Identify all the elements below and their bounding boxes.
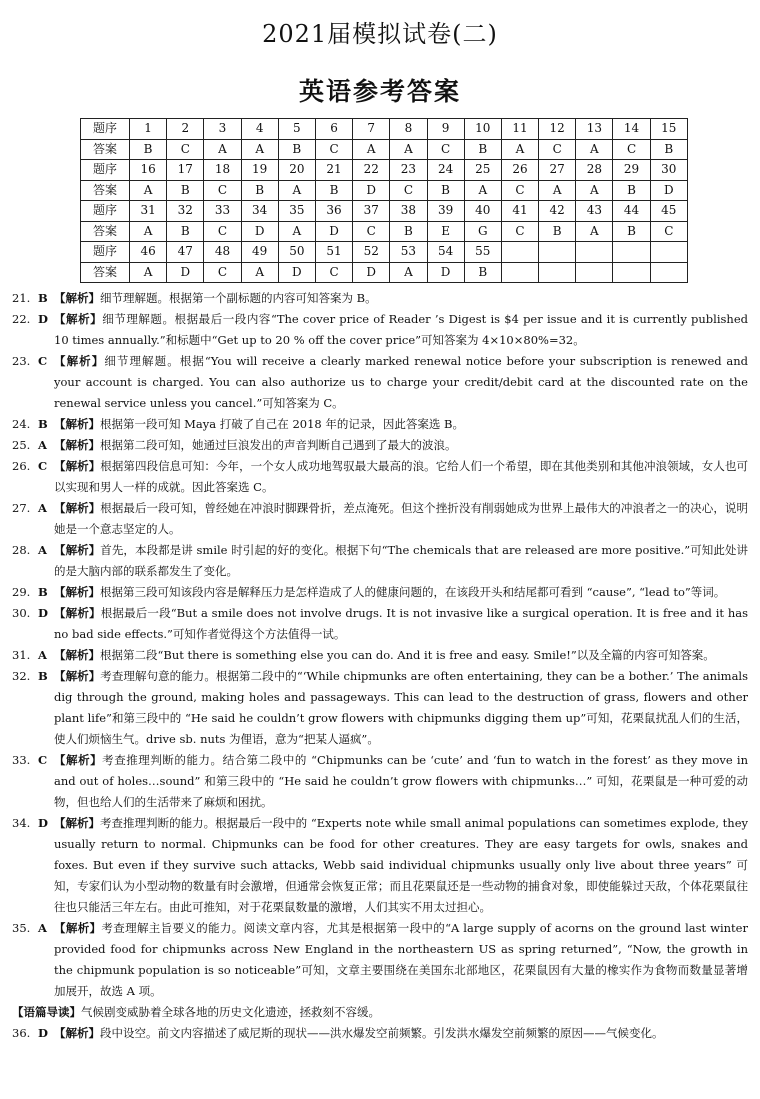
question-number-cell: 51 [315,242,352,263]
answer-cell: A [501,139,538,160]
question-number-cell: 25 [464,160,501,181]
row-label: 题序 [81,201,130,222]
item-answer: C [38,459,48,473]
answer-cell: G [464,221,501,242]
question-number-cell: 29 [613,160,650,181]
row-label: 答案 [81,180,130,201]
question-number-cell: 43 [576,201,613,222]
item-tag: 【解析】 [54,669,101,683]
question-number-cell: 11 [501,119,538,140]
explanation-item [12,666,748,750]
answer-cell: A [130,221,167,242]
question-number-cell: 14 [613,119,650,140]
question-number-cell [613,242,650,263]
question-number-cell: 2 [167,119,204,140]
explanation-item [12,288,748,309]
question-number-cell: 15 [650,119,687,140]
item-body [54,603,748,645]
answer-cell: A [204,139,241,160]
item-number: 33. [12,753,31,767]
question-number-cell: 45 [650,201,687,222]
item-number: 29. [12,585,31,599]
answer-cell: B [464,139,501,160]
answer-cell: D [427,262,464,283]
item-text: 细节理解题。根据“You will receive a clearly marked renewal notice before your subscription is renewed and your account is charged. You can also authorize us to charge your credit/debit card at the discounted rate on the renewal service unless you cancel.”可知答案为 C。 [54,354,748,410]
item-answer: C [38,753,48,767]
item-answer: D [38,816,48,830]
item-body [54,309,748,351]
question-number-cell: 19 [241,160,278,181]
item-answer: A [38,438,47,452]
answer-cell: A [576,221,613,242]
question-number-cell: 1 [130,119,167,140]
item-body [54,1023,748,1044]
answer-cell [613,262,650,283]
answer-cell: C [613,139,650,160]
item-answer: B [38,417,48,431]
table-answer-row [81,221,688,242]
row-label: 答案 [81,139,130,160]
item-tag: 【解析】 [54,606,101,620]
item-text: 细节理解题。根据最后一段内容“The cover price of Reader ’s Digest is $4 per issue and it is currently published 10 times annually.”和标题中“Get up to 20 % off the cover price”可知答案为 4×10×80%=32。 [54,312,748,347]
answer-cell: D [650,180,687,201]
row-label: 答案 [81,262,130,283]
question-number-cell: 23 [390,160,427,181]
answer-cell: D [315,221,352,242]
answer-cell: C [204,180,241,201]
answer-cell [501,262,538,283]
explanation-item [12,456,748,498]
item-tag: 【解析】 [54,648,100,662]
guide-text: 气候剧变威胁着全球各地的历史文化遗迹，拯救刻不容缓。 [81,1005,380,1019]
answer-cell: B [427,180,464,201]
question-number-cell: 32 [167,201,204,222]
item-answer: A [38,543,47,557]
question-number-cell: 49 [241,242,278,263]
item-number: 22. [12,312,31,326]
item-number: 28. [12,543,31,557]
row-label: 答案 [81,221,130,242]
explanation-item [12,750,748,813]
question-number-cell [501,242,538,263]
table-number-row [81,242,688,263]
item-tag: 【解析】 [54,438,100,452]
item-text: 考查理解句意的能力。根据第二段中的“‘While chipmunks are often entertaining, they can be a bother.’ The animals dig through the ground, making holes and passageways. This can lead to the destruction of grass, flowers and other plant life”和第三段中的 “He said he couldn’t grow flowers with chipmunks digging them up”可知，花栗鼠扰乱人们的生活，使人们烦恼生气。drive sb. nuts 为俚语，意为“把某人逼疯”。 [54,669,749,746]
guide-tag: 【语篇导读】 [12,1005,81,1019]
item-answer: A [38,501,47,515]
item-tag: 【解析】 [54,1026,100,1040]
item-text: 考查理解主旨要义的能力。阅读文章内容，尤其是根据第一段中的“A large supply of acorns on the ground last winter provided food for chipmunks across New England in the northeastern US as spring returned”, “Now, the growth in the chipmunk population is so noticeable”可知，文章主要围绕在美国东北部地区，花栗鼠因有大量的橡实作为食物而数量显著增加展开，故选 A 项。 [54,921,748,998]
item-body [54,582,748,603]
answer-cell: A [241,262,278,283]
explanation-item [12,414,748,435]
question-number-cell: 38 [390,201,427,222]
question-number-cell: 8 [390,119,427,140]
answer-cell: A [130,262,167,283]
item-answer: A [38,648,47,662]
table-answer-row [81,262,688,283]
item-answer: B [38,291,48,305]
row-label: 题序 [81,119,130,140]
item-tag: 【解析】 [54,543,101,557]
answer-cell [539,262,576,283]
item-tag: 【解析】 [54,816,101,830]
item-text: 细节理解题。根据第一个副标题的内容可知答案为 B。 [100,291,377,305]
item-text: 段中设空。前文内容描述了威尼斯的现状——洪水爆发空前频繁。引发洪水爆发空前频繁的原因——气候变化。 [100,1026,664,1040]
answer-cell: A [576,139,613,160]
question-number-cell: 31 [130,201,167,222]
answer-cell: C [501,180,538,201]
item-text: 根据第二段“But there is something else you can do. And it is free and easy. Smile!”以及全篇的内容可知答案。 [100,648,715,662]
explanation-item [12,309,748,351]
answer-cell: E [427,221,464,242]
question-number-cell: 21 [315,160,352,181]
question-number-cell: 50 [278,242,315,263]
question-number-cell: 6 [315,119,352,140]
item-tag: 【解析】 [54,417,100,431]
item-number: 23. [12,354,31,368]
question-number-cell: 20 [278,160,315,181]
answer-cell: A [241,139,278,160]
question-number-cell: 3 [204,119,241,140]
question-number-cell: 35 [278,201,315,222]
item-body [54,435,748,456]
question-number-cell: 42 [539,201,576,222]
answer-cell: B [241,180,278,201]
answer-cell: C [204,262,241,283]
answer-cell: D [278,262,315,283]
question-number-cell: 30 [650,160,687,181]
answer-cell: B [315,180,352,201]
question-number-cell: 4 [241,119,278,140]
answer-cell: B [613,180,650,201]
item-number: 31. [12,648,31,662]
question-number-cell: 17 [167,160,204,181]
item-body [54,414,748,435]
answer-cell: B [650,139,687,160]
answer-cell: C [315,262,352,283]
item-text: 根据第二段可知，她通过巨浪发出的声音判断自己遇到了最大的波浪。 [100,438,457,452]
row-label: 题序 [81,242,130,263]
item-body [54,351,748,414]
item-body [54,750,748,813]
item-number: 24. [12,417,31,431]
answer-cell: A [278,221,315,242]
question-number-cell [539,242,576,263]
table-number-row [81,160,688,181]
question-number-cell: 53 [390,242,427,263]
answer-cell: A [278,180,315,201]
item-answer: B [38,669,48,683]
row-label: 题序 [81,160,130,181]
answer-cell: A [390,262,427,283]
question-number-cell [650,242,687,263]
question-number-cell: 7 [353,119,390,140]
item-body [54,918,748,1002]
question-number-cell: 28 [576,160,613,181]
answer-cell: A [353,139,390,160]
item-number: 32. [12,669,31,683]
item-tag: 【解析】 [54,501,101,515]
answer-cell: C [539,139,576,160]
explanation-list [12,288,748,1044]
answer-cell: C [501,221,538,242]
answer-cell: B [613,221,650,242]
item-body [54,813,748,918]
question-number-cell: 5 [278,119,315,140]
item-tag: 【解析】 [54,753,103,767]
item-tag: 【解析】 [54,585,100,599]
item-body [54,666,748,750]
question-number-cell: 44 [613,201,650,222]
item-number: 36. [12,1026,31,1040]
table-number-row [81,201,688,222]
item-body [54,498,748,540]
table-number-row [81,119,688,140]
answer-cell [650,262,687,283]
answer-cell: C [167,139,204,160]
explanation-item [12,351,748,414]
explanation-item [12,603,748,645]
item-number: 27. [12,501,31,515]
item-number: 26. [12,459,31,473]
question-number-cell: 24 [427,160,464,181]
answer-cell: C [390,180,427,201]
question-number-cell: 36 [315,201,352,222]
item-body [54,288,748,309]
question-number-cell: 39 [427,201,464,222]
item-tag: 【解析】 [54,312,103,326]
explanation-item-36 [12,1023,748,1044]
explanation-item [12,498,748,540]
item-text: 根据第三段可知该段内容是解释压力是怎样造成了人的健康问题的，在该段开头和结尾都可看到 “cause”, “lead to”等词。 [100,585,726,599]
answer-cell: B [167,180,204,201]
question-number-cell: 55 [464,242,501,263]
explanation-item [12,918,748,1002]
answer-cell: D [241,221,278,242]
question-number-cell: 47 [167,242,204,263]
item-tag: 【解析】 [54,921,102,935]
answer-cell: B [278,139,315,160]
item-text: 根据最后一段可知，曾经她在冲浪时脚踝骨折，差点淹死。但这个挫折没有削弱她成为世界上最伟大的冲浪者之一的决心，说明她是一个意志坚定的人。 [54,501,749,536]
item-number: 35. [12,921,31,935]
item-answer: D [38,1026,48,1040]
item-number: 21. [12,291,31,305]
item-text: 根据第一段可知 Maya 打破了自己在 2018 年的记录，因此答案选 B。 [100,417,464,431]
question-number-cell: 46 [130,242,167,263]
answer-cell: D [167,262,204,283]
answer-cell: C [650,221,687,242]
item-text: 考查推理判断的能力。结合第二段中的 “Chipmunks can be ‘cute’ and ‘fun to watch in the forest’ as they move in and out of holes…sound” 和第三段中的 “He said he couldn’t grow flowers with chipmunks…” 可知，花栗鼠是一种可爱的动物，但也给人们的生活带来了麻烦和困扰。 [54,753,748,809]
question-number-cell: 10 [464,119,501,140]
explanation-item [12,540,748,582]
question-number-cell: 16 [130,160,167,181]
item-text: 根据第四段信息可知：今年，一个女人成功地驾驭最大最高的浪。它给人们一个希望，即在其他类别和其他冲浪领域，女人也可以实现和男人一样的成就。因此答案选 C。 [54,459,749,494]
question-number-cell: 9 [427,119,464,140]
answer-cell: A [539,180,576,201]
question-number-cell: 40 [464,201,501,222]
explanation-item [12,435,748,456]
answer-cell: A [576,180,613,201]
question-number-cell: 22 [353,160,390,181]
item-body [54,456,748,498]
item-text: 考查推理判断的能力。根据最后一段中的 “Experts note while small animal populations can sometimes explode, they usually return to normal. Chipmunks can be food for other creatures. They are easy targets for owls, snakes and foxes. But even if they survive such attacks, Webb said individual chipmunks usually only live about three years” 可知，专家们认为小型动物的数量有时会激增，但通常会恢复正常；而且花栗鼠还是一些动物的捕食对象，即使能躲过天敌，个体花栗鼠往往也只能活三年左右。由此可推知，对于花栗鼠数量的激增，人们其实不用太过担心。 [54,816,748,914]
answer-cell: B [464,262,501,283]
question-number-cell: 26 [501,160,538,181]
answer-cell: C [204,221,241,242]
question-number-cell: 48 [204,242,241,263]
question-number-cell: 52 [353,242,390,263]
question-number-cell: 13 [576,119,613,140]
question-number-cell: 37 [353,201,390,222]
question-number-cell: 18 [204,160,241,181]
answer-cell: D [353,262,390,283]
answer-cell: C [427,139,464,160]
answer-cell: A [464,180,501,201]
passage-guide [12,1002,748,1023]
question-number-cell: 33 [204,201,241,222]
exam-title: 2021届模拟试卷(二) [262,20,498,48]
explanation-item [12,645,748,666]
answer-cell: D [353,180,390,201]
item-number: 30. [12,606,31,620]
question-number-cell: 12 [539,119,576,140]
answer-cell: B [130,139,167,160]
table-answer-row [81,180,688,201]
item-tag: 【解析】 [54,459,101,473]
question-number-cell: 34 [241,201,278,222]
answer-cell: A [390,139,427,160]
item-body [54,645,748,666]
answer-cell: C [315,139,352,160]
answer-table [80,118,688,283]
item-answer: A [38,921,47,935]
question-number-cell: 54 [427,242,464,263]
explanation-item [12,582,748,603]
question-number-cell [576,242,613,263]
item-tag: 【解析】 [54,291,100,305]
answer-cell [576,262,613,283]
explanation-item [12,813,748,918]
item-text: 首先，本段都是讲 smile 时引起的好的变化。根据下句“The chemicals that are released are more positive.”可知此处讲的是大脑内部的联系都发生了变化。 [54,543,748,578]
table-answer-row [81,139,688,160]
item-answer: B [38,585,48,599]
answer-cell: B [539,221,576,242]
item-number: 25. [12,438,31,452]
item-answer: C [38,354,48,368]
item-tag: 【解析】 [54,354,105,368]
item-body [54,540,748,582]
item-text: 根据最后一段“But a smile does not involve drugs. It is not invasive like a surgical operation. It is free and it has no bad side effects.”可知作者觉得这个方法值得一试。 [54,606,749,641]
question-number-cell: 41 [501,201,538,222]
answer-cell: C [353,221,390,242]
answer-key-title: 英语参考答案 [298,77,461,106]
answer-cell: B [167,221,204,242]
item-answer: D [38,312,48,326]
question-number-cell: 27 [539,160,576,181]
item-answer: D [38,606,48,620]
answer-cell: A [130,180,167,201]
item-number: 34. [12,816,31,830]
answer-cell: B [390,221,427,242]
